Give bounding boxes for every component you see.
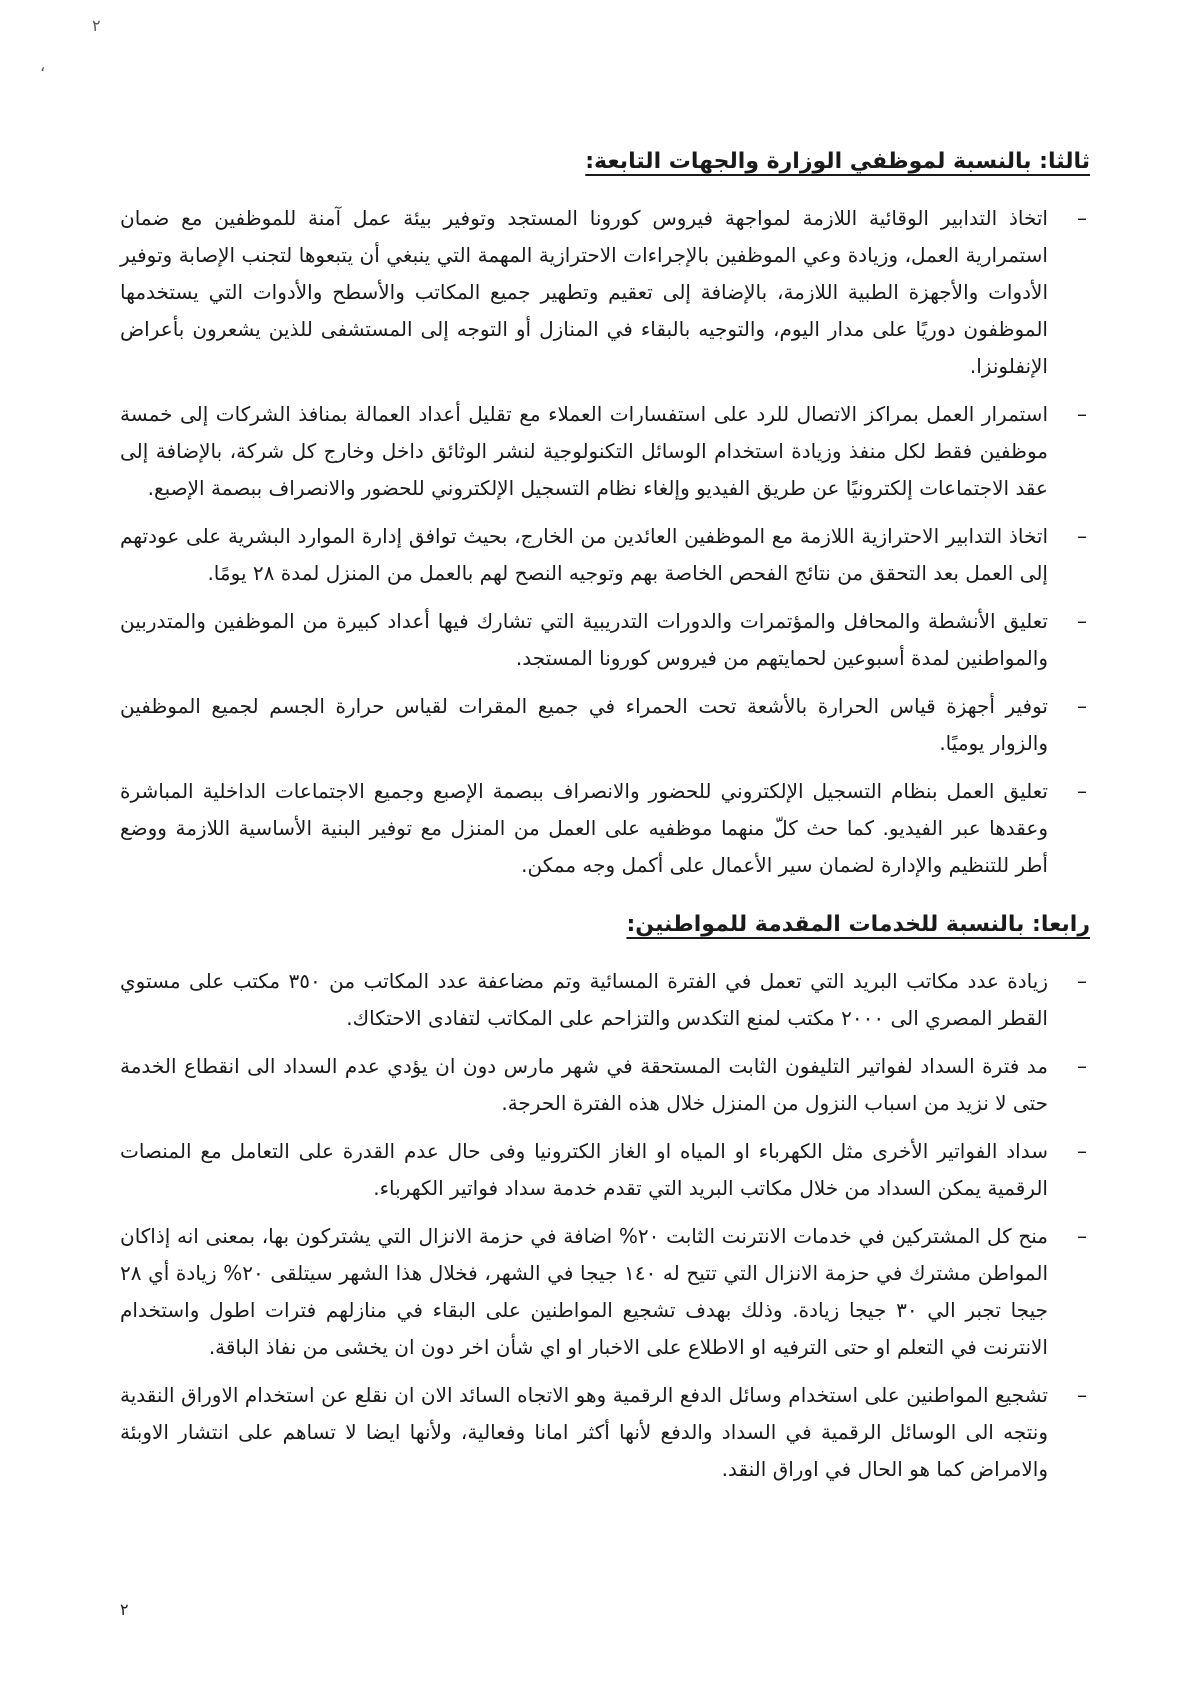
bullet-dash: – xyxy=(1077,969,1087,993)
bullet-dash: – xyxy=(1077,1383,1087,1407)
list-item xyxy=(120,773,1090,884)
list-item-text: تشجيع المواطنين على استخدام وسائل الدفع الرقمية وهو الاتجاه السائد الان ان نقلع عن استخدام الاوراق النقدية ونتجه الى الوسائل الرقمية في السداد والدفع لأنها أكثر امانا وفعالية، ولأنها ايضا لا تساهم على انتشار الاوبئة والامراض كما هو الحال في اوراق النقد. xyxy=(120,1383,1048,1481)
list-item xyxy=(120,1133,1090,1207)
bullet-dash: – xyxy=(1077,694,1087,718)
side-mark: ، xyxy=(40,56,46,75)
section-3-list xyxy=(120,200,1090,884)
list-item xyxy=(120,688,1090,762)
section-4-list xyxy=(120,963,1090,1488)
list-item-text: مد فترة السداد لفواتير التليفون الثابت المستحقة في شهر مارس دون ان يؤدي عدم السداد الى انقطاع الخدمة حتى لا نزيد من اسباب النزول من المنزل خلال هذه الفترة الحرجة. xyxy=(120,1054,1048,1115)
list-item-text: سداد الفواتير الأخرى مثل الكهرباء او المياه او الغاز الكترونيا وفى حال عدم القدرة على التعامل مع المنصات الرقمية يمكن السداد من خلال مكاتب البريد التي تقدم خدمة سداد فواتير الكهرباء. xyxy=(120,1139,1048,1200)
bullet-dash: – xyxy=(1077,402,1087,426)
list-item xyxy=(120,518,1090,592)
list-item-text: منح كل المشتركين في خدمات الانترنت الثابت ٢٠% اضافة في حزمة الانزال التي يشتركون بها، بمعنى انه إذاكان المواطن مشترك في حزمة الانزال التي تتيح له ١٤٠ جيجا في الشهر، فخلال هذا الشهر سيتلقى ٢٠% زيادة أي ٢٨ جيجا تجبر الي ٣٠ جيجا زيادة. وذلك بهدف تشجيع المواطنين على البقاء في منازلهم فترات اطول واستخدام الانترنت في التعلم او حتى الترفيه او الاطلاع على الاخبار او اي شأن اخر دون ان يخشى من نفاذ الباقة. xyxy=(120,1224,1049,1359)
bullet-dash: – xyxy=(1077,1139,1087,1163)
list-item-text: تعليق الأنشطة والمحافل والمؤتمرات والدورات التدريبية التي تشارك فيها أعداد كبيرة من الموظفين والمتدربين والمواطنين لمدة أسبوعين لحمايتهم من فيروس كورونا المستجد. xyxy=(120,609,1048,670)
list-item-text: زيادة عدد مكاتب البريد التي تعمل في الفترة المسائية وتم مضاعفة عدد المكاتب من ٣٥٠ مكتب على مستوي القطر المصري الى ٢٠٠٠ مكتب لمنع التكدس والتزاحم على المكاتب لتفادى الاحتكاك. xyxy=(120,969,1048,1030)
list-item xyxy=(120,1218,1090,1366)
list-item-text: تعليق العمل بنظام التسجيل الإلكتروني للحضور والانصراف ببصمة الإصبع وجميع الاجتماعات الداخلية المباشرة وعقدها عبر الفيديو. كما حث كلّ منهما موظفيه على العمل من المنزل مع توفير البنية الأساسية اللازمة ووضع أطر للتنظيم والإدارة لضمان سير الأعمال على أكمل وجه ممكن. xyxy=(120,779,1048,877)
bullet-dash: – xyxy=(1077,609,1087,633)
bullet-dash: – xyxy=(1077,1054,1087,1078)
document-body xyxy=(120,145,1090,1512)
list-item xyxy=(120,396,1090,507)
list-item-text: اتخاذ التدابير الاحترازية اللازمة مع الموظفين العائدين من الخارج، بحيث توافق إدارة الموارد البشرية على عودتهم إلى العمل بعد التحقق من نتائج الفحص الخاصة بهم وتوجيه النصح لهم بالعمل من المنزل لمدة ٢٨ يومًا. xyxy=(120,524,1048,585)
list-item-text: استمرار العمل بمراكز الاتصال للرد على استفسارات العملاء مع تقليل أعداد العمالة بمنافذ الشركات إلى خمسة موظفين فقط لكل منفذ وزيادة استخدام الوسائل التكنولوجية لنشر الوثائق داخل وخارج كل شركة، بالإضافة إلى عقد الاجتماعات إلكترونيًا عن طريق الفيديو وإلغاء نظام التسجيل الإلكتروني للحضور والانصراف ببصمة الإصبع. xyxy=(120,402,1048,500)
list-item-text: اتخاذ التدابير الوقائية اللازمة لمواجهة فيروس كورونا المستجد وتوفير بيئة عمل آمنة للموظفين مع ضمان استمرارية العمل، وزيادة وعي الموظفين بالإجراءات الاحترازية المهمة التي ينبغي أن يتبعوها لتجنب الإصابة وتوفير الأدوات والأجهزة الطبية اللازمة، بالإضافة إلى تعقيم وتطهير جميع المكاتب والأسطح والأدوات التي يستخدمها الموظفون دوريًا على مدار اليوم، والتوجيه بالبقاء في المنازل أو التوجه إلى المستشفى للذين يشعرون بأعراض الإنفلونزا. xyxy=(120,206,1048,378)
list-item xyxy=(120,603,1090,677)
section-4-heading: رابعا: بالنسبة للخدمات المقدمة للمواطنين: xyxy=(626,912,1090,937)
page-number: ٢ xyxy=(120,1600,129,1619)
bullet-dash: – xyxy=(1077,1224,1087,1248)
bullet-dash: – xyxy=(1077,524,1087,548)
section-3-heading: ثالثا: بالنسبة لموظفي الوزارة والجهات التابعة: xyxy=(585,149,1090,174)
top-mark: ٢ xyxy=(92,16,101,35)
bullet-dash: – xyxy=(1077,206,1087,230)
list-item xyxy=(120,1377,1090,1488)
bullet-dash: – xyxy=(1077,779,1087,803)
list-item-text: توفير أجهزة قياس الحرارة بالأشعة تحت الحمراء في جميع المقرات لقياس حرارة الجسم لجميع الموظفين والزوار يوميًا. xyxy=(120,694,1048,755)
list-item xyxy=(120,963,1090,1037)
list-item xyxy=(120,1048,1090,1122)
list-item xyxy=(120,200,1090,385)
